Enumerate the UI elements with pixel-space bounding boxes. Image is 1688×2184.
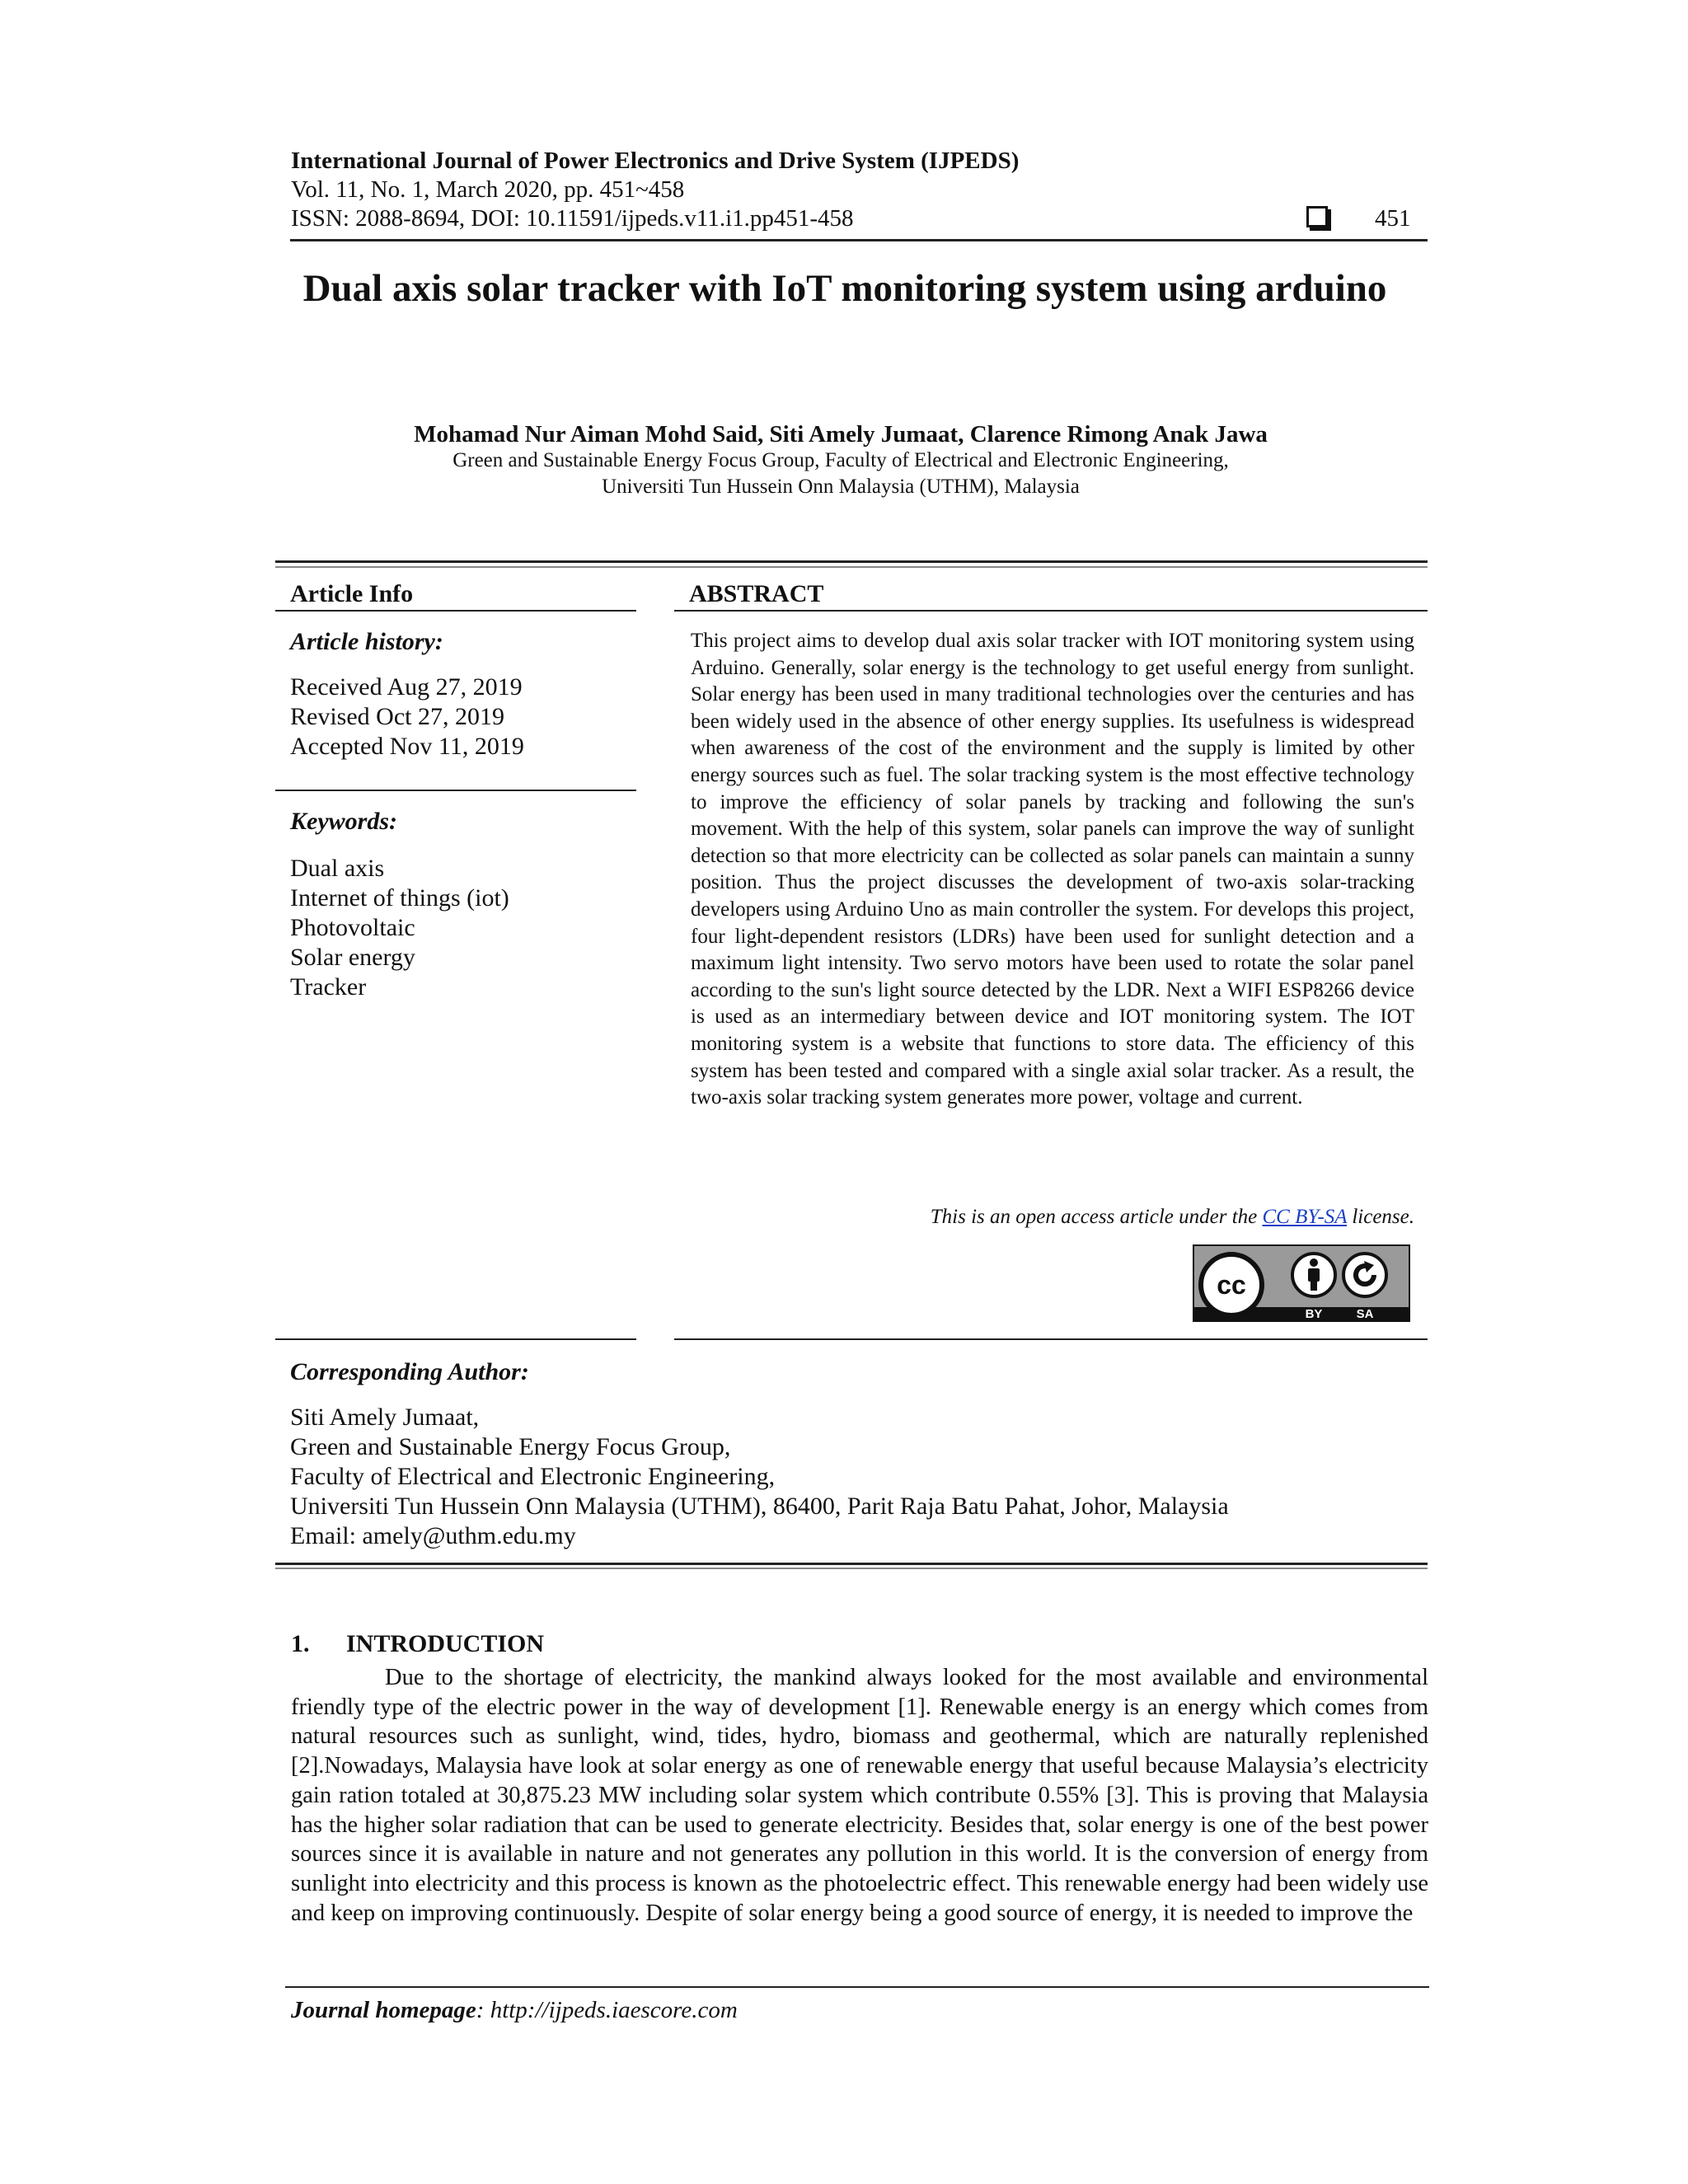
footer-rule xyxy=(285,1986,1429,1988)
keyword-item: Photovoltaic xyxy=(290,914,415,941)
creative-commons-icon xyxy=(1198,1251,1265,1319)
abstract-text: This project aims to develop dual axis solar tracker with IOT monitoring system using Arduino. Generally, solar energy is the technology to get useful energy from sunlight. Solar energy has been used in many traditional technologies over the centuries and has been widely used in the absence of other energy supplies. Its usefulness is widespread when awareness of the cost of the environment and the supply is limited by other energy sources such as fuel. The solar tracking system is the most effective technology to improve the efficiency of solar panels by tracking and following the sun's movement. With the help of this system, solar panels can improve the way of sunlight detection so that more electricity can be collected as solar panels can maintain a sunny position. Thus the project discusses the development of two-axis solar-tracking developers using Arduino Uno as main controller the system. For develops this project, four light-dependent resistors (LDRs) have been used for sunlight detection and a maximum light intensity. Two servo motors have been used to rotate the solar panel according to the sun's light source detected by the LDR. Next a WIFI ESP8266 device is used as an intermediary between device and IOT monitoring system. The IOT monitoring system is a website that functions to store data. The efficiency of this system has been tested and compared with a single axial solar tracker. As a result, the two-axis solar tracking system generates more power, voltage and current. xyxy=(691,630,1414,1109)
affiliation-line-2: Universiti Tun Hussein Onn Malaysia (UTHM), Malaysia xyxy=(602,476,1080,498)
introduction-heading: INTRODUCTION xyxy=(346,1630,545,1657)
corresponding-name: Siti Amely Jumaat, xyxy=(290,1404,480,1431)
page-number: 451 xyxy=(1375,205,1411,232)
corresponding-address: Universiti Tun Hussein Onn Malaysia (UTHM), 86400, Parit Raja Batu Pahat, Johor, Malaysia xyxy=(290,1493,1229,1520)
license-suffix: license. xyxy=(1347,1206,1414,1228)
svg-text:cc: cc xyxy=(1217,1270,1246,1300)
homepage-url[interactable]: : http://ijpeds.iaescore.com xyxy=(476,1997,738,2023)
cc-by-sa-badge xyxy=(1193,1244,1410,1322)
cc-by-sa-link[interactable]: CC BY-SA xyxy=(1262,1206,1348,1228)
keyword-item: Solar energy xyxy=(290,944,415,971)
journal-homepage xyxy=(291,1996,738,2024)
abstract-bottom-rule xyxy=(674,1338,1428,1340)
paper-title: Dual axis solar tracker with IoT monitoring system using arduino xyxy=(302,267,1387,310)
attribution-icon xyxy=(1290,1251,1338,1299)
badge-sa-label: SA xyxy=(1356,1307,1374,1321)
info-box-bottom-rule-shadow xyxy=(275,1568,1428,1569)
corresponding-email: Email: amely@uthm.edu.my xyxy=(290,1522,576,1549)
abstract-rule xyxy=(674,610,1428,612)
received-date: Received Aug 27, 2019 xyxy=(290,673,523,701)
introduction-text: Due to the shortage of electricity, the mankind always looked for the most available and environmental friendly type of the electric power in the way of development [1]. Renewable energy is an energy which comes from natural resources such as sunlight, wind, tides, hydro, biomass and geothermal, which are naturally replenished [2].Nowadays, Malaysia have look at solar energy as one of renewable energy that useful because Malaysia’s electricity gain ration totaled at 30,875.23 MW including solar system which contribute 0.55% [3]. This is proving that Malaysia has the higher solar radiation that can be used to generate electricity. Besides that, solar energy is one of the best power sources since it is available in nature and not generates any pollution in this world. It is the conversion of energy from sunlight into electricity and this process is known as the photoelectric effect. This renewable energy had been widely use and keep on improving continuously. Despite of solar energy being a good source of energy, it is needed to improve the xyxy=(291,1665,1428,1926)
keyword-item: Internet of things (iot) xyxy=(290,884,509,912)
square-bullet-icon xyxy=(1306,206,1328,227)
section-number: 1. xyxy=(291,1630,310,1657)
keywords-heading: Keywords: xyxy=(290,808,397,835)
abstract-heading: ABSTRACT xyxy=(689,580,824,607)
homepage-label: Journal homepage xyxy=(291,1997,476,2023)
share-alike-icon xyxy=(1341,1251,1389,1299)
info-box-top-rule-shadow xyxy=(275,566,1428,568)
journal-name: International Journal of Power Electronics and Drive System (IJPEDS) xyxy=(291,148,1020,174)
accepted-date: Accepted Nov 11, 2019 xyxy=(290,733,524,760)
article-info-heading: Article Info xyxy=(290,580,414,607)
keywords-rule xyxy=(275,790,636,791)
header-rule xyxy=(290,239,1428,241)
keyword-item: Dual axis xyxy=(290,855,385,882)
badge-by-label: BY xyxy=(1305,1307,1323,1321)
info-box-bottom-rule xyxy=(275,1563,1428,1565)
keyword-item: Tracker xyxy=(290,973,367,1001)
corresponding-group: Green and Sustainable Energy Focus Group, xyxy=(290,1433,731,1460)
info-box-top-rule xyxy=(275,560,1428,563)
article-info-bottom-rule xyxy=(275,1338,636,1340)
article-history-heading: Article history: xyxy=(290,628,443,655)
revised-date: Revised Oct 27, 2019 xyxy=(290,703,504,730)
author-list: Mohamad Nur Aiman Mohd Said, Siti Amely Jumaat, Clarence Rimong Anak Jawa xyxy=(414,421,1268,448)
corresponding-author-heading: Corresponding Author: xyxy=(290,1358,529,1385)
license-prefix: This is an open access article under the xyxy=(930,1206,1263,1228)
issn-doi: ISSN: 2088-8694, DOI: 10.11591/ijpeds.v11.i1.pp451-458 xyxy=(291,205,854,232)
affiliation-line-1: Green and Sustainable Energy Focus Group, Faculty of Electrical and Electronic Engineering, xyxy=(452,449,1229,471)
volume-info: Vol. 11, No. 1, March 2020, pp. 451~458 xyxy=(291,176,685,203)
license-note xyxy=(931,1205,1414,1230)
article-info-rule xyxy=(275,610,636,612)
corresponding-faculty: Faculty of Electrical and Electronic Engineering, xyxy=(290,1463,776,1490)
